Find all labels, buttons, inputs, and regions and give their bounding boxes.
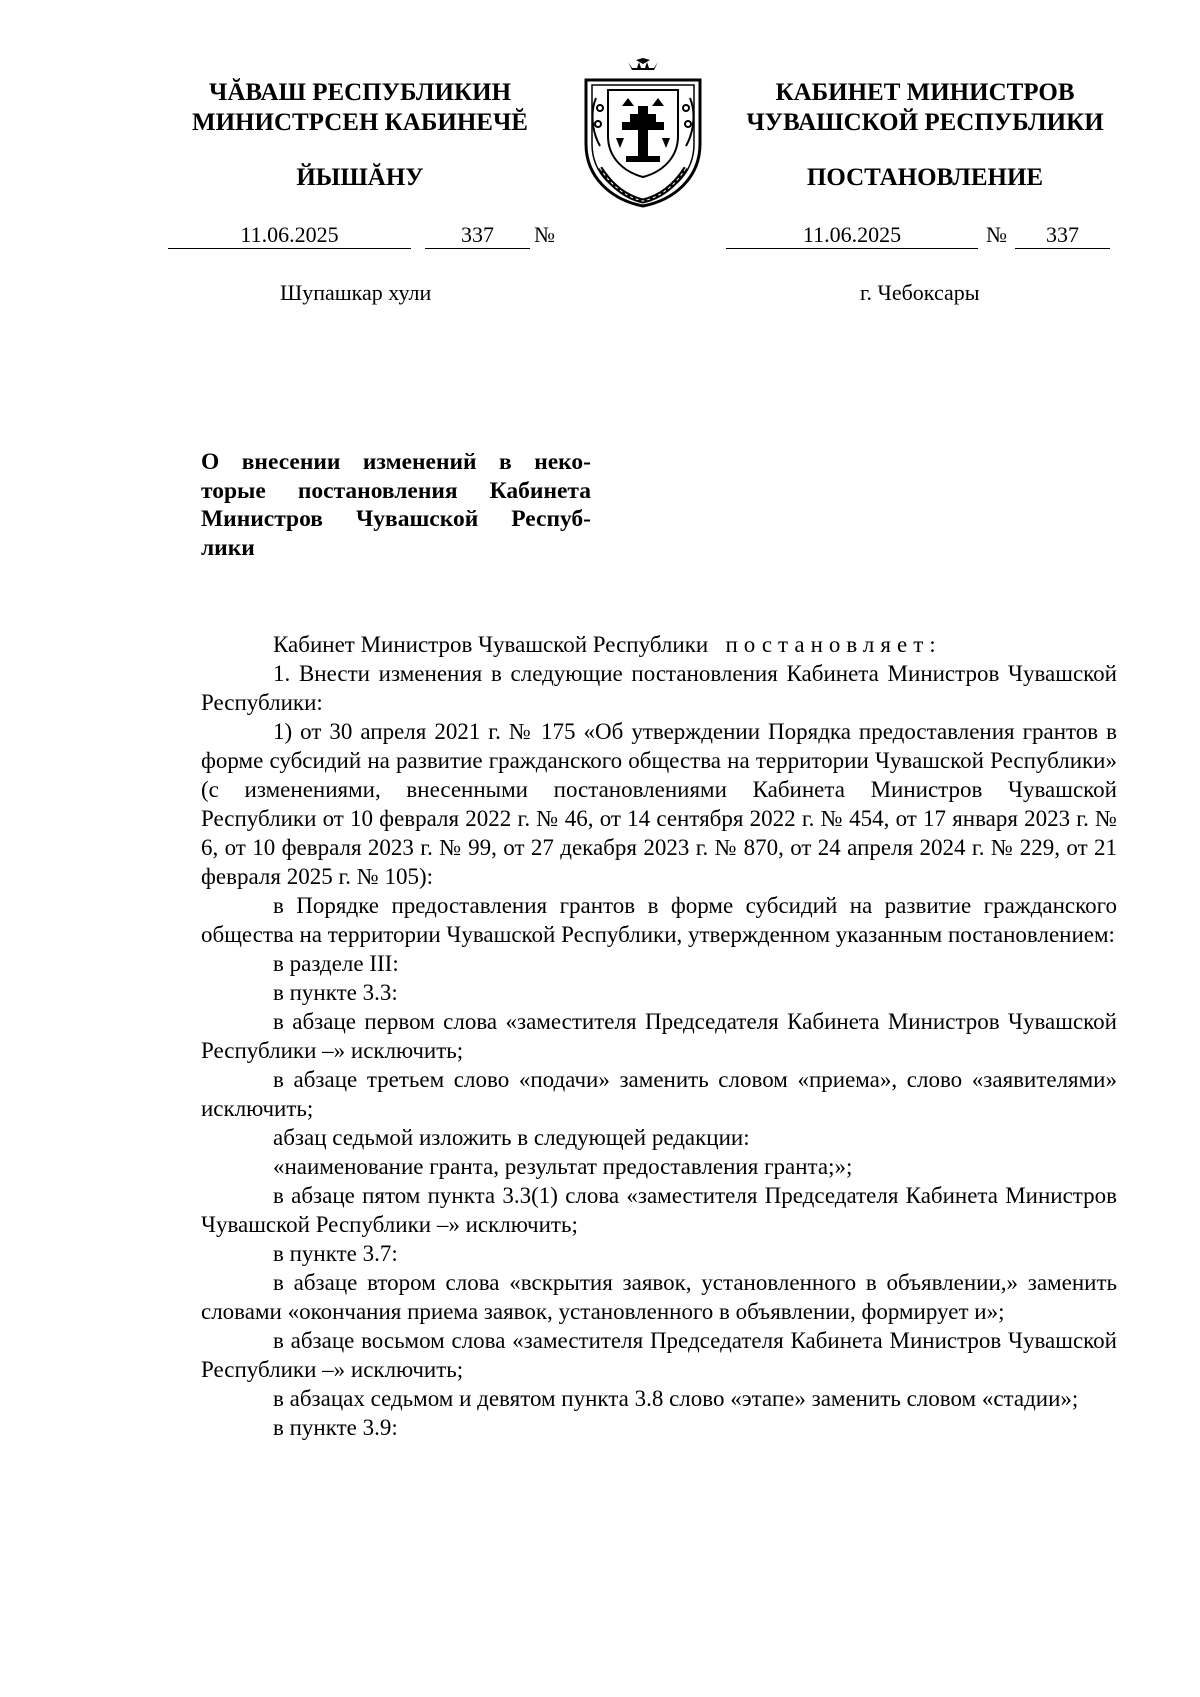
coat-of-arms-icon — [566, 58, 720, 212]
issuer-russian-line2: ЧУВАШСКОЙ РЕСПУБЛИКИ — [746, 109, 1104, 136]
document-body — [201, 630, 1117, 1442]
number-sign-right: № — [986, 222, 1007, 247]
date-field-left: 11.06.2025 — [168, 222, 411, 249]
number-field-right: 337 — [1015, 222, 1110, 249]
preamble-issuer: Кабинет Министров Чувашской Республики — [273, 632, 709, 657]
paragraph: абзац седьмой изложить в следующей редакции: — [273, 1125, 750, 1150]
place-of-issue-russian: г. Чебоксары — [860, 280, 980, 305]
preamble-verb: постановляет: — [725, 632, 942, 657]
issuer-russian-line1: КАБИНЕТ МИНИСТРОВ — [775, 79, 1075, 106]
issuer-chuvash-line2: МИНИСТРСЕН КАБИНЕЧĔ — [192, 109, 528, 136]
paragraph: в абзаце пятом пункта 3.3(1) слова «заместителя Председателя Кабинета Министров Чувашской Республики –» исключить; — [201, 1183, 1117, 1237]
paragraph: в абзацах седьмом и девятом пункта 3.8 слово «этапе» заменить словом «стадии»; — [273, 1386, 1079, 1411]
document-subject — [201, 448, 591, 562]
subject-line: торые постановления Кабинета — [201, 477, 591, 504]
issuer-chuvash-line1: ЧĂВАШ РЕСПУБЛИКИН — [208, 79, 512, 106]
number-sign-left: № — [534, 222, 555, 247]
issuer-russian — [710, 78, 1140, 138]
paragraph: 1) от 30 апреля 2021 г. № 175 «Об утверждении Порядка предоставления грантов в форме субсидий на развитие гражданского общества на территории Чувашской Республики» (с изменениями, внесенными постановлениями Кабинета Министров Чувашской Республики от 10 февраля 2022 г. № 46, от 14 сентября 2022 г. № 454, от 17 января 2023 г. № 6, от 10 февраля 2023 г. № 99, от 27 декабря 2023 г. № 870, от 24 апреля 2024 г. № 229, от 21 февраля 2025 г. № 105): — [201, 719, 1117, 889]
subject-line: Министров Чувашской Респуб- — [201, 506, 591, 532]
paragraph: в абзаце втором слова «вскрытия заявок, установленного в объявлении,» заменить словами «окончания приема заявок, установленного в объявлении, формирует и»; — [201, 1270, 1117, 1324]
place-of-issue-chuvash: Шупашкар хули — [280, 280, 432, 305]
doc-type-russian: ПОСТАНОВЛЕНИЕ — [806, 164, 1044, 191]
subject-line: О внесении изменений в неко- — [201, 449, 591, 475]
paragraph: в пункте 3.7: — [273, 1241, 398, 1266]
paragraph: в Порядке предоставления грантов в форме субсидий на развитие гражданского общества на территории Чувашской Республики, утвержденном указанным постановлением: — [201, 893, 1117, 947]
paragraph: в разделе III: — [273, 951, 399, 976]
issuer-chuvash — [165, 78, 555, 138]
paragraph: «наименование гранта, результат предоставления гранта;»; — [273, 1154, 853, 1179]
paragraph: в пункте 3.9: — [273, 1415, 398, 1440]
paragraph: в пункте 3.3: — [273, 980, 398, 1005]
paragraph: в абзаце третьем слово «подачи» заменить словом «приема», слово «заявителями» исключить; — [201, 1067, 1117, 1121]
doc-type-chuvash: ЙЫШĂНУ — [296, 164, 424, 191]
paragraph: в абзаце восьмом слова «заместителя Председателя Кабинета Министров Чувашской Республики –» исключить; — [201, 1328, 1117, 1382]
paragraph: 1. Внести изменения в следующие постановления Кабинета Министров Чувашской Республики: — [201, 661, 1117, 715]
paragraph: в абзаце первом слова «заместителя Председателя Кабинета Министров Чувашской Республики –» исключить; — [201, 1009, 1117, 1063]
date-field-right: 11.06.2025 — [726, 222, 978, 249]
subject-line: лики — [201, 534, 255, 561]
preamble — [201, 630, 1117, 659]
number-field-left: 337 — [425, 222, 530, 249]
